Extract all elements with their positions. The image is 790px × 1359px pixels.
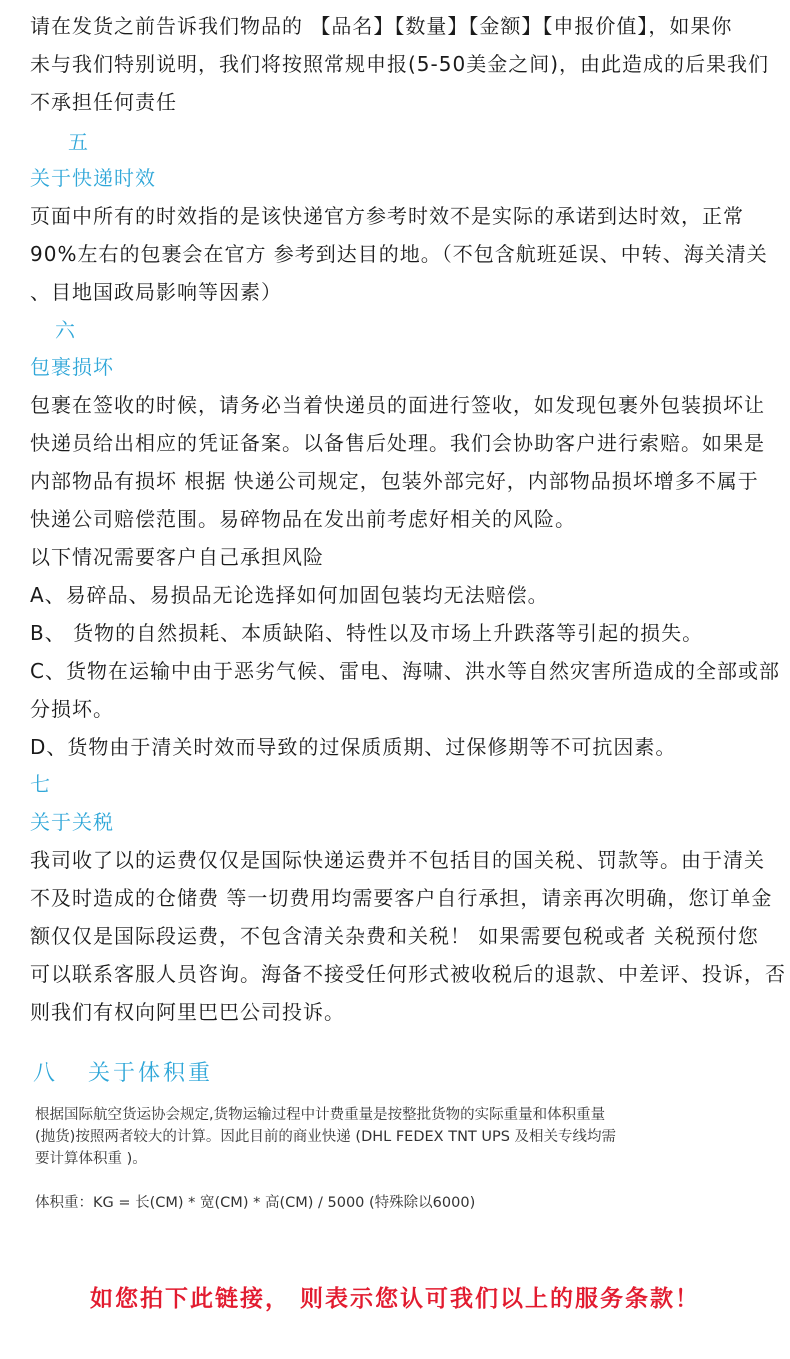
section5-line-2: 90%左右的包裹会在官方 参考到达目的地。（不包含航班延误、中转、海关清关 (30, 242, 768, 266)
section8-line-2: (抛货)按照两者较大的计算。因此目前的商业快递 (DHL FEDEX TNT UPS 及相关专线均需 (35, 1129, 617, 1145)
section6-line-1: 包裹在签收的时候，请务必当着快递员的面进行签收，如发现包裹外包装损坏让 (30, 393, 765, 417)
section5-line-3: 、目地国政局影响等因素） (30, 280, 282, 304)
section7-number: 七 (30, 772, 51, 796)
section5-line-1: 页面中所有的时效指的是该快递官方参考时效不是实际的承诺到达时效，正常 (30, 204, 744, 228)
section6-line-6: A、易碎品、易损品无论选择如何加固包装均无法赔偿。 (30, 583, 549, 607)
section4-line-3: 不承担任何责任 (30, 90, 177, 114)
section5-title: 关于快递时效 (30, 166, 156, 190)
section6-title: 包裹损坏 (30, 355, 114, 379)
section8-heading (33, 1056, 213, 1087)
section8-title: 关于体积重 (88, 1061, 214, 1086)
section6-line-4: 快递公司赔偿范围。易碎物品在发出前考虑好相关的风险。 (30, 507, 576, 531)
section6-line-10: D、货物由于清关时效而导致的过保质质期、过保修期等不可抗因素。 (30, 735, 677, 759)
section6-line-7: B、 货物的自然损耗、本质缺陷、特性以及市场上升跌落等引起的损失。 (30, 621, 704, 645)
section8-formula: 体积重：KG = 长(CM) * 宽(CM) * 高(CM) / 5000 (特殊除以6000) (35, 1195, 476, 1211)
section5-number: 五 (68, 130, 89, 154)
section8-number: 八 (33, 1061, 59, 1086)
section7-line-1: 我司收了以的运费仅仅是国际快递运费并不包括目的国关税、罚款等。由于清关 (30, 848, 765, 872)
section6-number: 六 (55, 318, 76, 342)
section6-line-5: 以下情况需要客户自己承担风险 (30, 545, 324, 569)
section6-line-3: 内部物品有损坏 根据 快递公司规定，包装外部完好，内部物品损坏增多不属于 (30, 469, 759, 493)
section7-title: 关于关税 (30, 810, 114, 834)
section6-line-8: C、货物在运输中由于恶劣气候、雷电、海啸、洪水等自然灾害所造成的全部或部 (30, 659, 780, 683)
section4-line-2: 未与我们特别说明，我们将按照常规申报(5-50美金之间)，由此造成的后果我们 (30, 52, 769, 76)
section7-line-4: 可以联系客服人员咨询。海备不接受任何形式被收税后的退款、中差评、投诉，否 (30, 962, 786, 986)
section7-line-5: 则我们有权向阿里巴巴公司投诉。 (30, 1000, 345, 1024)
section7-line-3: 额仅仅是国际段运费，不包含清关杂费和关税！ 如果需要包税或者 关税预付您 (30, 924, 759, 948)
section8-line-3: 要计算体积重 )。 (35, 1151, 147, 1167)
section6-line-9: 分损坏。 (30, 697, 114, 721)
section4-line-1: 请在发货之前告诉我们物品的 【品名】【数量】【金额】【申报价值】，如果你 (30, 14, 733, 38)
section6-line-2: 快递员给出相应的凭证备案。以备售后处理。我们会协助客户进行索赔。如果是 (30, 431, 765, 455)
section7-line-2: 不及时造成的仓储费 等一切费用均需要客户自行承担，请亲再次明确，您订单金 (30, 886, 773, 910)
footer-notice: 如您拍下此链接， 则表示您认可我们以上的服务条款！ (89, 1286, 700, 1312)
section8-line-1: 根据国际航空货运协会规定,货物运输过程中计费重量是按整批货物的实际重量和体积重量 (35, 1107, 606, 1123)
